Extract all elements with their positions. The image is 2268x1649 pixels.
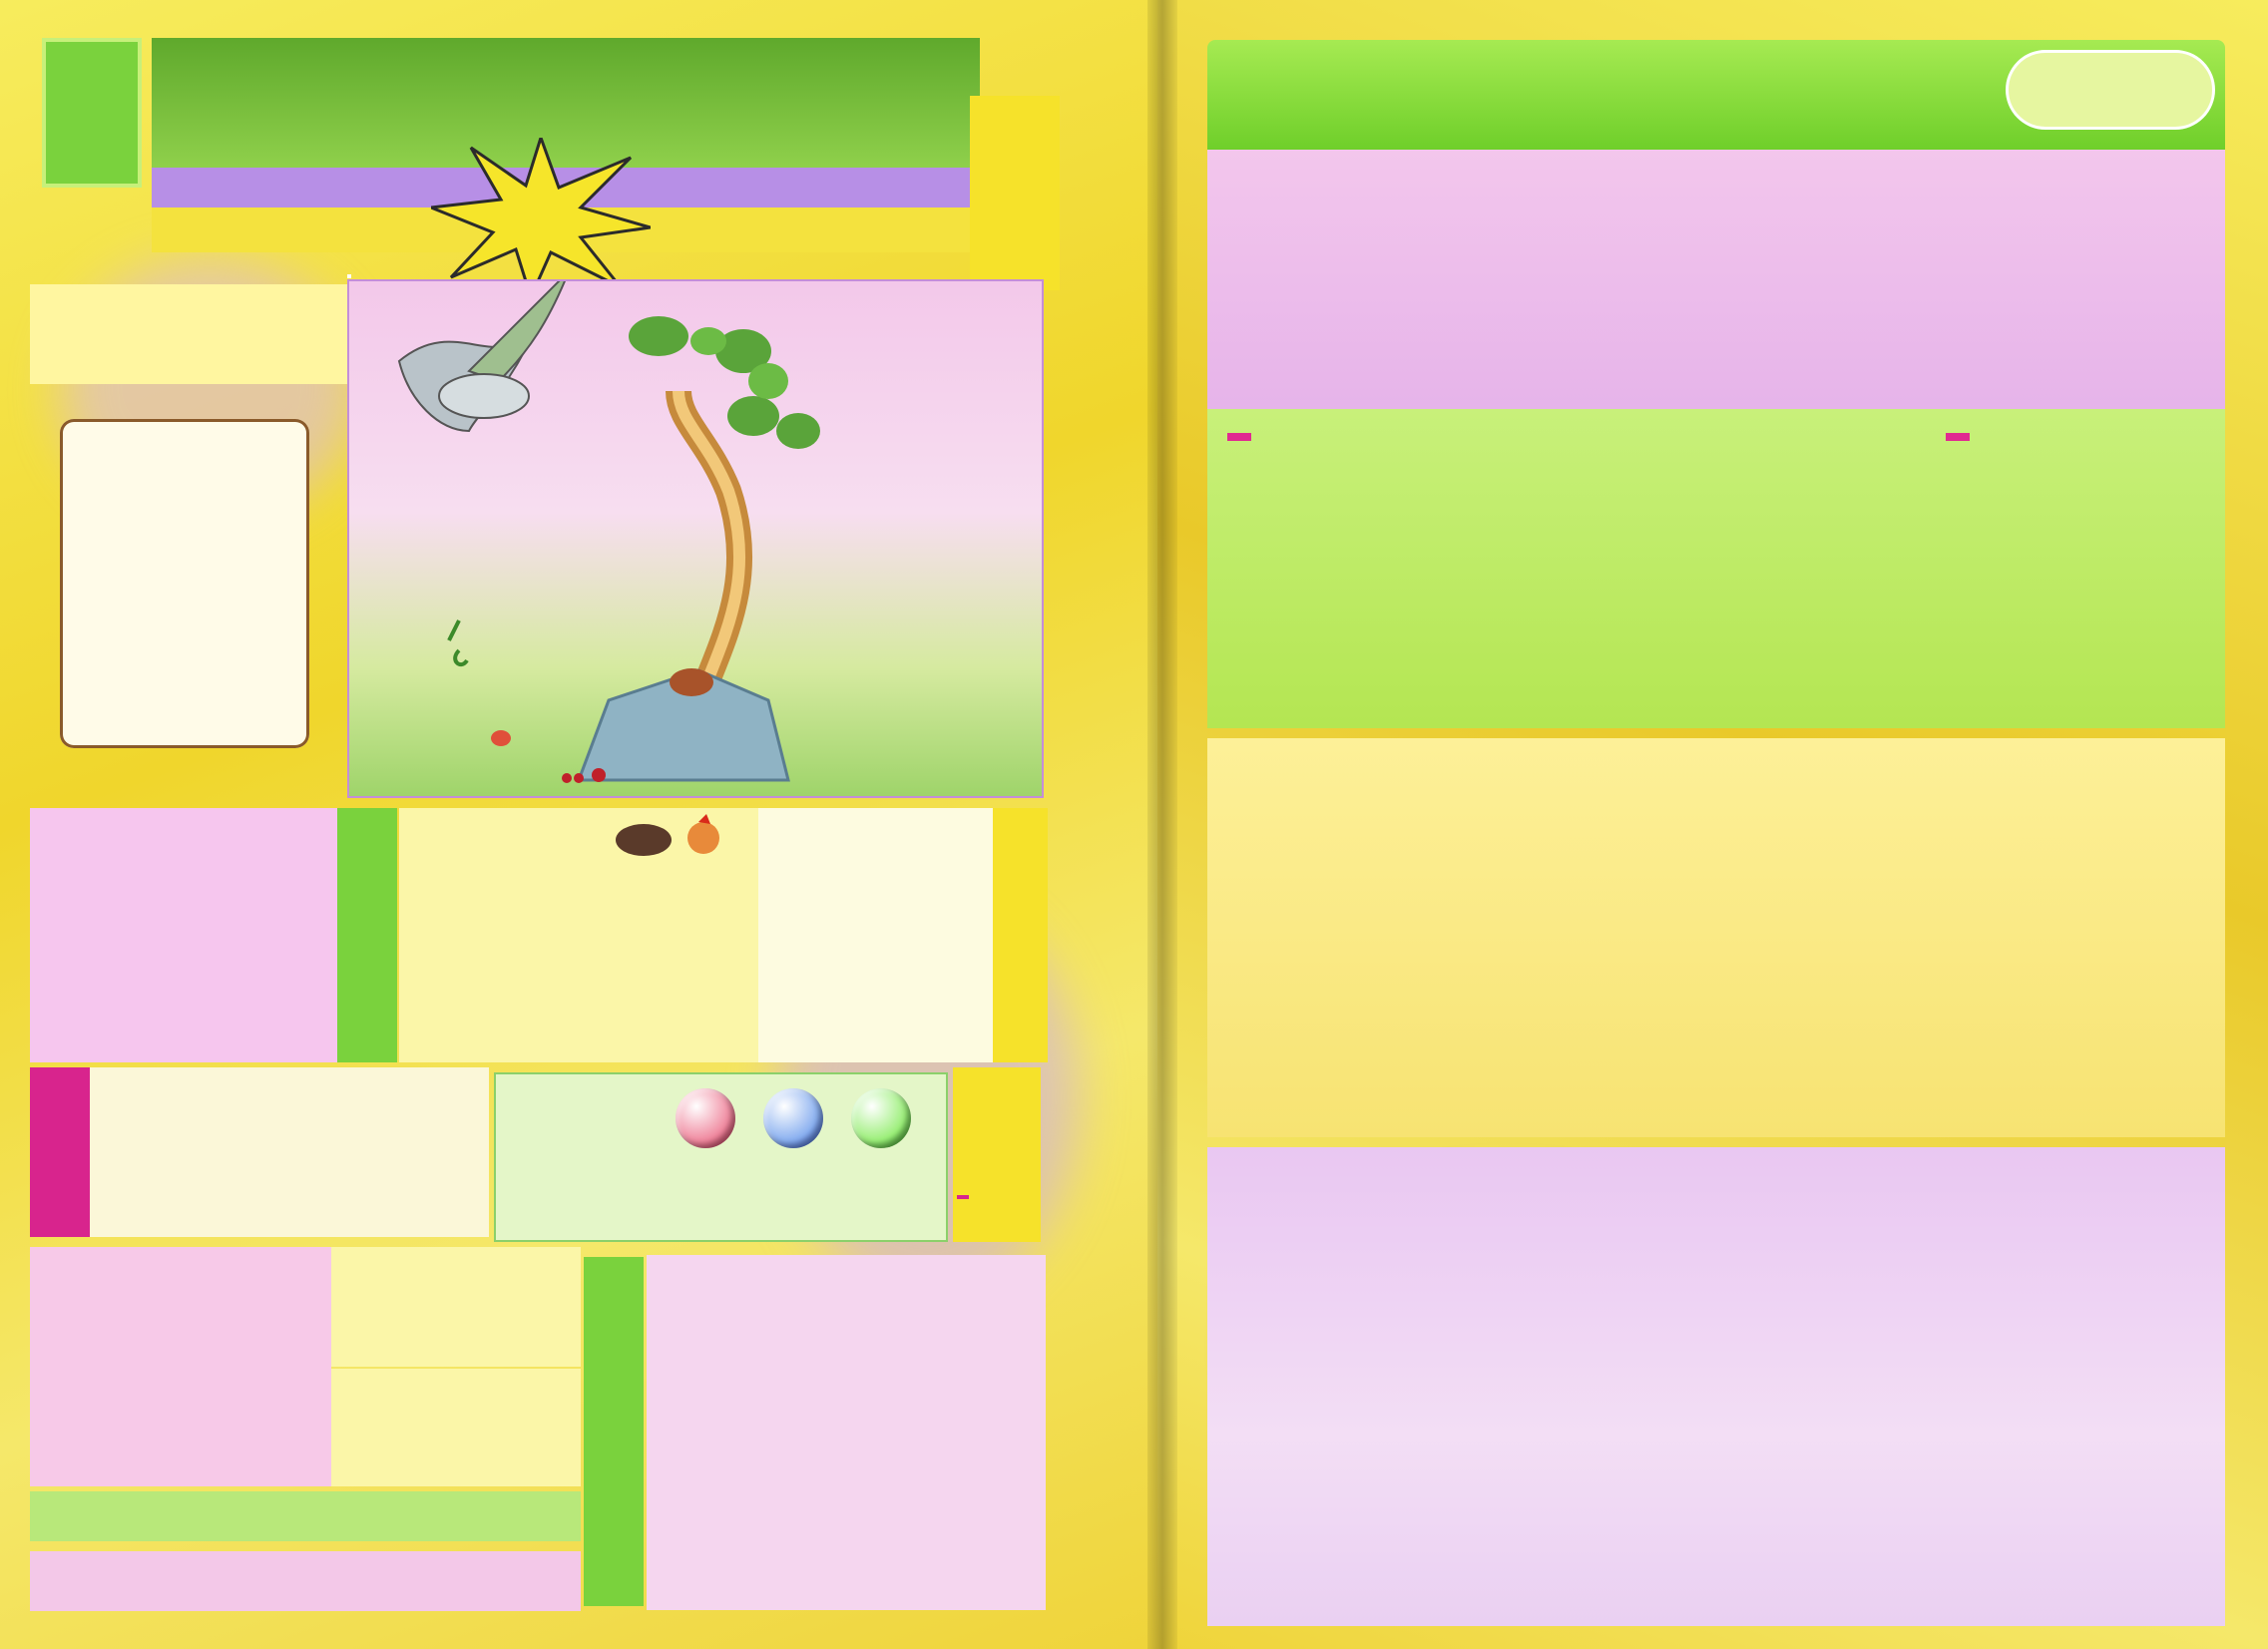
treasure-label [347, 274, 351, 278]
provide-ball [676, 1088, 735, 1148]
right-page [1157, 0, 2268, 1649]
predict-area [1207, 409, 2225, 728]
internal-badge [2006, 50, 2215, 130]
zodiac-poem-bar [30, 1491, 581, 1541]
doors-panel [30, 808, 337, 1062]
doors-vlabel-box [337, 808, 397, 1062]
hints-panel [399, 808, 758, 1062]
issue-box [30, 284, 349, 384]
poem-area [1207, 150, 2225, 409]
masthead [22, 18, 1130, 307]
pig-rooster-icon [609, 814, 728, 864]
provide-panel [494, 1072, 948, 1242]
badge [42, 38, 142, 188]
lucky-note [1946, 433, 1970, 441]
history-table [647, 1255, 1046, 1610]
lucky-bar [30, 1551, 581, 1611]
waves-panel [758, 808, 993, 1062]
waves-vlabel-box [993, 808, 1048, 1062]
right-header [1207, 40, 2225, 150]
special-panel [331, 1247, 581, 1367]
date-note [1227, 433, 1251, 441]
provide-ball [763, 1088, 823, 1148]
story-area [1207, 1147, 2225, 1626]
scroll-text [66, 429, 303, 738]
total-tag [957, 1195, 969, 1199]
provide-ball [851, 1088, 911, 1148]
zodiac-box [970, 96, 1060, 290]
burst-icon [431, 138, 651, 297]
spine-gutter [1147, 0, 1177, 1649]
bird-tree-illustration [349, 281, 1046, 800]
scroll [60, 419, 309, 748]
assess-label-box [30, 1067, 90, 1237]
soup-area [1207, 738, 2225, 1137]
poem-panel [30, 1247, 331, 1486]
assess-panel [30, 1067, 489, 1237]
total-box [953, 1067, 1041, 1242]
flat-panel [331, 1369, 581, 1486]
history-vlabel-box [584, 1257, 644, 1606]
treasure-picture [347, 279, 1044, 798]
